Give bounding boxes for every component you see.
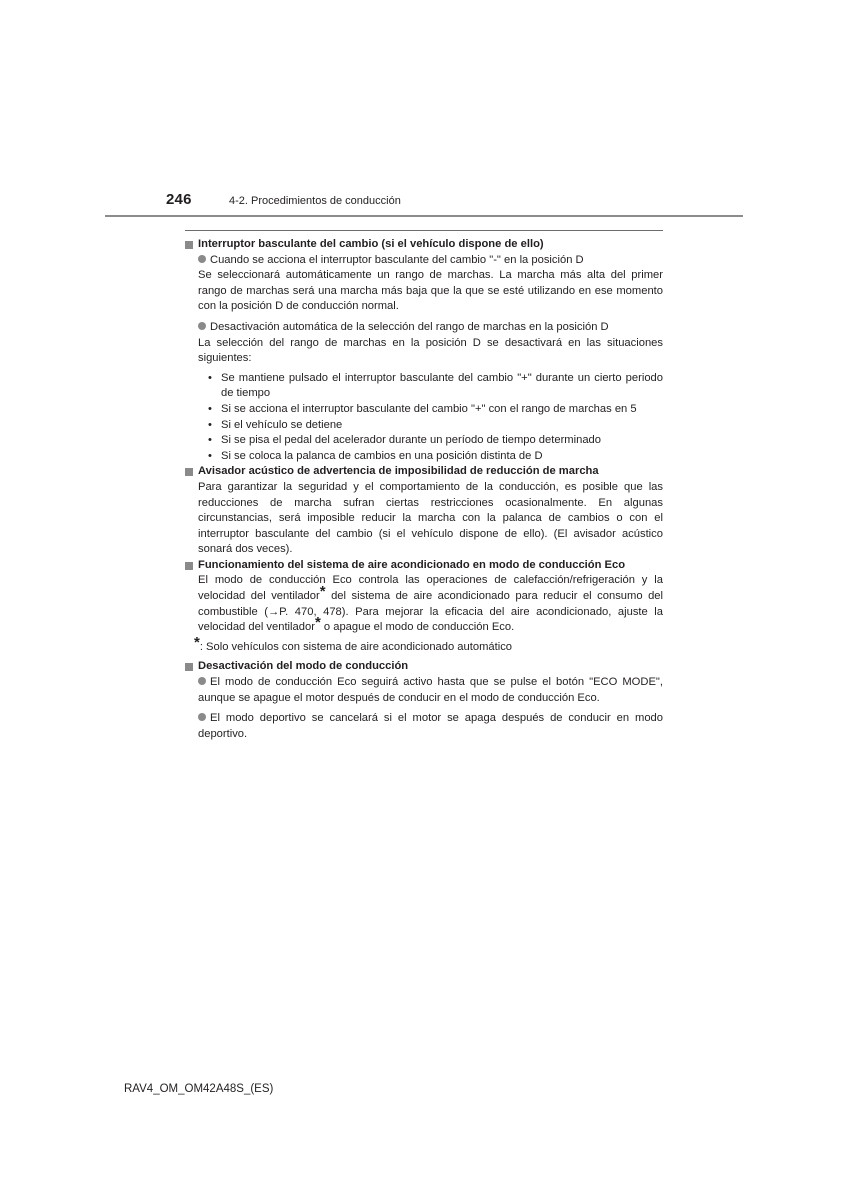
list-item: Cuando se acciona el interruptor basculante del cambio "-" en la posición D Se seleccionará automáticamente un rango de marchas. La marcha más alta del primer rango de marchas será una marcha más baja que la que se esté utilizando en ese momento con la posición D de conducción normal. bbox=[198, 253, 663, 313]
content-top-rule bbox=[185, 230, 663, 231]
footnote-marker: * bbox=[314, 614, 321, 632]
list-item: El modo de conducción Eco seguirá activo hasta que se pulse el botón "ECO MODE", aunque se apague el motor después de conducir en el modo de conducción Eco. bbox=[198, 676, 663, 704]
bullet-item: • Si se acciona el interruptor basculante del cambio "+" con el rango de marchas en 5 bbox=[208, 402, 637, 415]
list-item: Desactivación automática de la selección del rango de marchas en la posición D La selección del rango de marchas en la posición D se desactivará en las situaciones siguientes: bbox=[198, 320, 663, 365]
footnote: *: Solo vehículos con sistema de aire acondicionado automático bbox=[194, 633, 513, 653]
bullet-item: • Si se coloca la palanca de cambios en una posición distinta de D bbox=[208, 449, 543, 462]
bullet-item: • Si se pisa el pedal del acelerador durante un período de tiempo determinado bbox=[208, 434, 602, 447]
square-bullet-icon bbox=[185, 241, 193, 249]
footnote-marker: * bbox=[319, 583, 326, 601]
bullet-item: • Si el vehículo se detiene bbox=[208, 418, 343, 431]
paragraph: Para garantizar la seguridad y el comportamiento de la conducción, es posible que las reducciones de marcha sufran ciertas restricciones ocasionalmente. En algunas circunstancias, será imposible reducir la marcha con la palanca de cambios o con el interruptor basculante del cambio (si el vehículo dispone de ello). (El avisador acústico sonará dos veces). bbox=[198, 480, 663, 556]
paragraph: El modo de conducción Eco controla las operaciones de calefacción/refrigeración y la velocidad del ventilador* del sistema de aire acondicionado para reducir el consumo del combustible (→P. 470, 478). Para mejorar la eficacia del aire acondicionado, ajuste la velocidad del ventilador* o apague el modo de conducción Eco. bbox=[198, 574, 663, 634]
square-bullet-icon bbox=[185, 663, 193, 671]
square-bullet-icon bbox=[185, 562, 193, 570]
section-heading: Interruptor basculante del cambio (si el vehículo dispone de ello) bbox=[184, 237, 663, 253]
section-title: 4-2. Procedimientos de conducción bbox=[229, 195, 401, 207]
section-heading: Desactivación del modo de conducción bbox=[184, 659, 663, 675]
section-heading: Avisador acústico de advertencia de imposibilidad de reducción de marcha bbox=[184, 464, 663, 480]
list-item: El modo deportivo se cancelará si el motor se apaga después de conducir en modo deportivo. bbox=[198, 712, 663, 740]
circle-bullet-icon bbox=[198, 713, 206, 721]
bullet-item: • Se mantiene pulsado el interruptor basculante del cambio "+" durante un cierto periodo de tiempo bbox=[208, 371, 663, 400]
circle-bullet-icon bbox=[198, 322, 206, 330]
page-content bbox=[184, 237, 663, 742]
document-code: RAV4_OM_OM42A48S_(ES) bbox=[124, 1083, 274, 1095]
page-number: 246 bbox=[166, 191, 192, 208]
header-rule bbox=[105, 215, 743, 217]
circle-bullet-icon bbox=[198, 677, 206, 685]
square-bullet-icon bbox=[185, 468, 193, 476]
section-heading: Funcionamiento del sistema de aire acondicionado en modo de conducción Eco bbox=[184, 558, 663, 574]
circle-bullet-icon bbox=[198, 255, 206, 263]
bullet-list bbox=[208, 371, 663, 465]
